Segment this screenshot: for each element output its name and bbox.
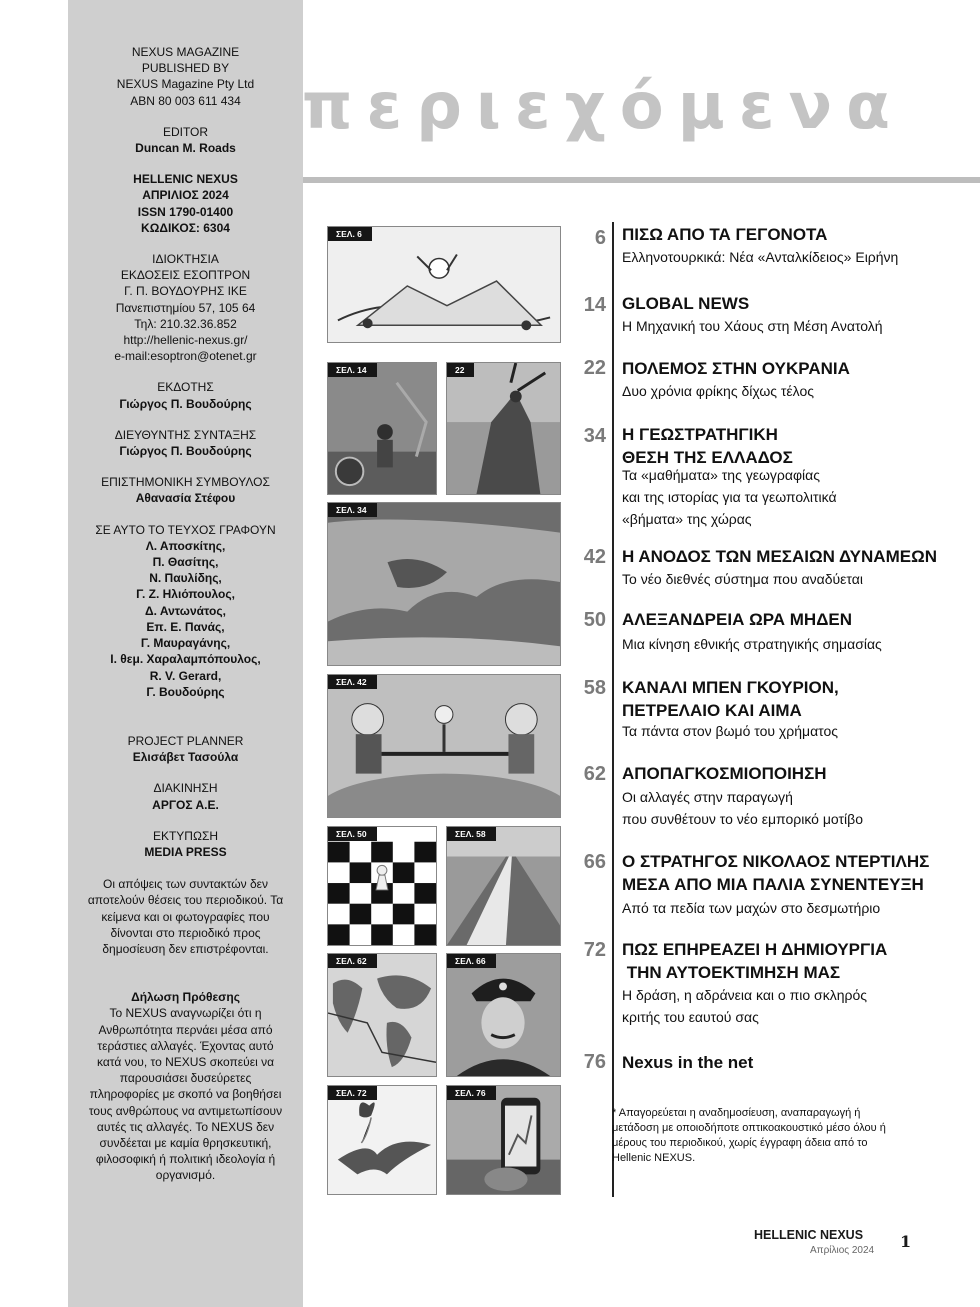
masthead-sidebar [68,0,303,1307]
toc-title: Η ΑΝΟΔΟΣ ΤΩΝ ΜΕΣΑΙΩΝ ΔΥΝΑΜΕΩΝ [622,547,937,566]
toc-title: ΚΑΝΑΛΙ ΜΠΕΝ ΓΚΟΥΡΙΟΝ, ΠΕΤΡΕΛΑΙΟ ΚΑΙ ΑΙΜΑ [622,678,839,720]
thumbnail-page-58[interactable] [446,826,561,946]
toc-page-number: 50 [583,609,606,631]
toc-title: ΠΟΛΕΜΟΣ ΣΤΗΝ ΟΥΚΡΑΝΙΑ [622,359,850,378]
edition-line: ISSN 1790-01400 [137,204,234,219]
thumbnail-tag: ΣΕΛ. 6 [328,227,372,241]
toc-page-number: 14 [583,294,606,316]
thumbnail-tag: ΣΕΛ. 66 [447,954,496,968]
publisher-gr-name: Γιώργος Π. Βουδούρης [119,396,252,411]
page-title: περιεχόμενα [301,70,904,144]
cracked-world-map-icon [328,954,436,1076]
toc-subtitle: Οι αλλαγές στην παραγωγή που συνθέτουν το νέο εμπορικό μοτίβο [622,789,863,827]
printing-info [68,828,303,860]
thumbnail-tag: ΣΕΛ. 50 [328,827,377,841]
writers-info [68,522,303,700]
thumbnail-tag: ΣΕΛ. 14 [328,363,377,377]
intent-statement [68,989,303,1183]
intent-title: Δήλωση Πρόθεσης [131,990,240,1005]
edition-line: ΑΠΡΙΛΙΟΣ 2024 [142,188,229,203]
toc-subtitle: Τα «μαθήματα» της γεωγραφίας και της ιστορίας για τα γεωπολιτικά «βήματα» της χώρας [622,467,837,527]
writer-name: Γ. Ζ. Ηλιόπουλος, [136,587,235,602]
editor-label: EDITOR [162,124,209,139]
email-link[interactable]: e-mail:esoptron@otenet.gr [114,349,257,364]
writer-name: Ι. θεμ. Χαραλαμπόπουλος, [110,652,261,667]
thumbnail-page-42[interactable] [327,674,561,818]
thumbnail-page-22[interactable] [446,362,561,495]
advisor-info [68,474,303,506]
publisher-gr-info [68,379,303,411]
advisor-name: Αθανασία Στέφου [135,491,236,506]
thumbnail-page-14[interactable] [327,362,437,495]
toc-subtitle: Δυο χρόνια φρίκης δίχως τέλος [622,383,814,399]
thumbnail-page-6[interactable] [327,226,561,343]
writer-name: Επ. Ε. Πανάς, [146,619,225,634]
cartoon-illustration-icon [328,227,560,342]
chessboard-icon [328,827,436,945]
publisher-line: NEXUS MAGAZINE [131,45,240,59]
toc-page-number: 6 [594,227,606,249]
footer-magazine-name: HELLENIC NEXUS [754,1228,864,1242]
publisher-line: PUBLISHED BY [141,61,230,76]
satellite-map-icon [328,503,560,665]
writers-label: ΣΕ ΑΥΤΟ ΤΟ ΤΕΥΧΟΣ ΓΡΑΦΟΥΝ [95,522,276,537]
writer-name: Λ. Αποσκίτης, [145,538,226,553]
edition-line: ΚΩΔΙΚΟΣ: 6304 [141,220,230,235]
planner-info [68,733,303,765]
distribution-info [68,780,303,812]
edition-info [68,171,303,236]
toc-subtitle: Μια κίνηση εθνικής στρατηγικής σημασίας [622,636,882,652]
toc-subtitle: Η Μηχανική του Χάους στη Μέση Ανατολή [622,318,883,334]
toc-subtitle: Το νέο διεθνές σύστημα που αναδύεται [622,571,863,587]
editor-info [68,124,303,156]
thumbnail-tag: 22 [447,363,474,377]
thumbnail-tag: ΣΕΛ. 42 [328,675,377,689]
political-cartoon-icon [328,675,560,817]
publisher-line: ABN 80 003 611 434 [130,93,241,108]
toc-page-number: 34 [583,425,606,447]
ownership-line: Γ. Π. ΒΟΥΔΟΥΡΗΣ ΙΚΕ [124,284,247,299]
thumbnail-tag: ΣΕΛ. 34 [328,503,377,517]
thumbnail-page-66[interactable] [446,953,561,1077]
thumbnail-page-76[interactable] [446,1085,561,1195]
publisher-info [68,44,303,109]
ownership-line: ΕΚΔΟΣΕΙΣ ΕΣΟΠΤΡΟΝ [120,268,251,283]
toc-subtitle: Από τα πεδία των μαχών στο δεσμωτήριο [622,900,881,916]
ownership-info [68,251,303,364]
publisher-gr-label: ΕΚΔΟΤΗΣ [157,380,214,395]
edition-line: HELLENIC NEXUS [133,172,238,187]
thumbnail-page-50[interactable] [327,826,437,946]
writer-name: Γ. Βουδούρης [146,684,225,699]
toc-title: ΑΛΕΞΑΝΔΡΕΙΑ ΩΡΑ ΜΗΔΕΝ [622,610,853,629]
toc-page-number: 66 [583,851,606,873]
toc-title: Ο ΣΤΡΑΤΗΓΟΣ ΝΙΚΟΛΑΟΣ ΝΤΕΡΤΙΛΗΣ ΜΕΣΑ ΑΠΟ ΜΙΑ ΠΑΛΙΑ ΣΥΝΕΝΤΕΥΞΗ [622,852,930,894]
writer-name: Π. Θασίτης, [152,555,219,570]
distribution-label: ΔΙΑΚΙΝΗΣΗ [153,781,218,796]
thumbnail-page-72[interactable] [327,1085,437,1195]
planner-name: Ελισάβετ Τασούλα [132,750,239,765]
toc-title: Nexus in the net [622,1053,754,1072]
toc-page-number: 62 [583,763,606,785]
toc-page-number: 76 [583,1051,606,1073]
director-name: Γιώργος Π. Βουδούρης [119,444,252,459]
director-label: ΔΙΕΥΘΥΝΤΗΣ ΣΥΝΤΑΞΗΣ [114,427,257,442]
copyright-disclaimer: * Απαγορεύεται η αναδημοσίευση, αναπαραγωγή ή μετάδοση με οποιοδήποτε οπτικοακουστικό μέσο όλου ή μέρους του περιοδικού, χωρίς έγγραφη άδεια από το Hellenic NEXUS. [612,1107,886,1164]
toc-subtitle: Ελληνοτουρκικά: Νέα «Ανταλκίδειος» Ειρήνη [622,249,899,265]
toc-page-number: 42 [583,546,606,568]
toc-divider [612,222,614,1197]
butterfly-eagle-shadow-icon [328,1086,436,1194]
toc-page-number: 58 [583,677,606,699]
ownership-line: Τηλ: 210.32.36.852 [134,316,237,331]
general-portrait-icon [447,954,560,1076]
war-painting-icon [447,363,560,494]
thumbnail-tag: ΣΕΛ. 72 [328,1086,377,1100]
advisor-label: ΕΠΙΣΤΗΜΟΝΙΚΗ ΣΥΜΒΟΥΛΟΣ [101,475,270,490]
toc-page-number: 72 [583,939,606,961]
writer-name: Γ. Μαυραγάνης, [140,636,231,651]
smartphone-map-icon [447,1086,560,1194]
footer-issue-date: Απρίλιος 2024 [810,1245,875,1256]
intent-text: Το NEXUS αναγνωρίζει ότι η Ανθρωπότητα περνάει μέσα από τεράστιες αλλαγές. Έχοντας αυτό κατά νου, το NEXUS σκοπεύει να παρουσιάσει δυσεύρετες πληροφορίες με σκοπό να βοηθήσει τους ανθρώπους να αντιμετωπίσουν αυτές τις αλλαγές. Το NEXUS δεν συνδέεται με καμία θρησκευτική, φιλοσοφική ή πολιτική ιδεολογία ή οργανισμό. [88,1006,283,1183]
toc-title: GLOBAL NEWS [622,294,750,313]
header-divider [303,177,980,183]
planner-label: PROJECT PLANNER [127,733,244,748]
thumbnail-page-34[interactable] [327,502,561,666]
toc-title: Η ΓΕΩΣΤΡΑΤΗΓΙΚΗ ΘΕΣΗ ΤΗΣ ΕΛΛΑΔΟΣ [622,425,793,467]
toc-title: ΠΙΣΩ ΑΠΟ ΤΑ ΓΕΓΟΝΟΤΑ [622,225,828,244]
toc-title: ΑΠΟΠΑΓΚΟΣΜΙΟΠΟΙΗΣΗ [622,764,827,783]
thumbnail-tag: ΣΕΛ. 76 [447,1086,496,1100]
toc-subtitle: Η δράση, η αδράνεια και ο πιο σκληρός κριτής του εαυτού σας [622,987,867,1025]
opinion-note: Οι απόψεις των συντακτών δεν αποτελούν θέσεις του περιοδικού. Τα κείμενα και οι φωτογραφίες που δίνονται στο περιοδικό προς δημοσίευση δεν επιστρέφονται. [87,877,284,956]
printing-label: ΕΚΤΥΠΩΣΗ [152,828,219,843]
website-link[interactable]: http://hellenic-nexus.gr/ [123,333,248,348]
writer-name: R. V. Gerard, [149,668,222,683]
page-number: 1 [900,1232,912,1251]
thumbnail-tag: ΣΕΛ. 62 [328,954,377,968]
thumbnail-tag: ΣΕΛ. 58 [447,827,496,841]
toc-page-number: 22 [583,357,606,379]
publisher-line: NEXUS Magazine Pty Ltd [116,77,255,92]
editor-name: Duncan M. Roads [135,141,236,156]
canal-aerial-icon [447,827,560,945]
toc-subtitle: Τα πάντα στον βωμό του χρήματος [622,723,839,739]
printing-name: MEDIA PRESS [144,844,227,859]
director-info [68,427,303,459]
ownership-label: ΙΔΙΟΚΤΗΣΙΑ [152,252,219,267]
thumbnail-page-62[interactable] [327,953,437,1077]
child-in-rubble-photo-icon [328,363,436,494]
toc-title: ΠΩΣ ΕΠΗΡΕΑΖΕΙ Η ΔΗΜΙΟΥΡΓΙΑ ΤΗΝ ΑΥΤΟΕΚΤΙΜΗΣΗ ΜΑΣ [622,940,888,982]
ownership-line: Πανεπιστημίου 57, 105 64 [115,300,256,315]
writer-name: Δ. Αντωνάτος, [145,603,226,618]
distribution-name: ΑΡΓΟΣ Α.Ε. [152,797,219,812]
writer-name: Ν. Παυλίδης, [149,571,222,586]
